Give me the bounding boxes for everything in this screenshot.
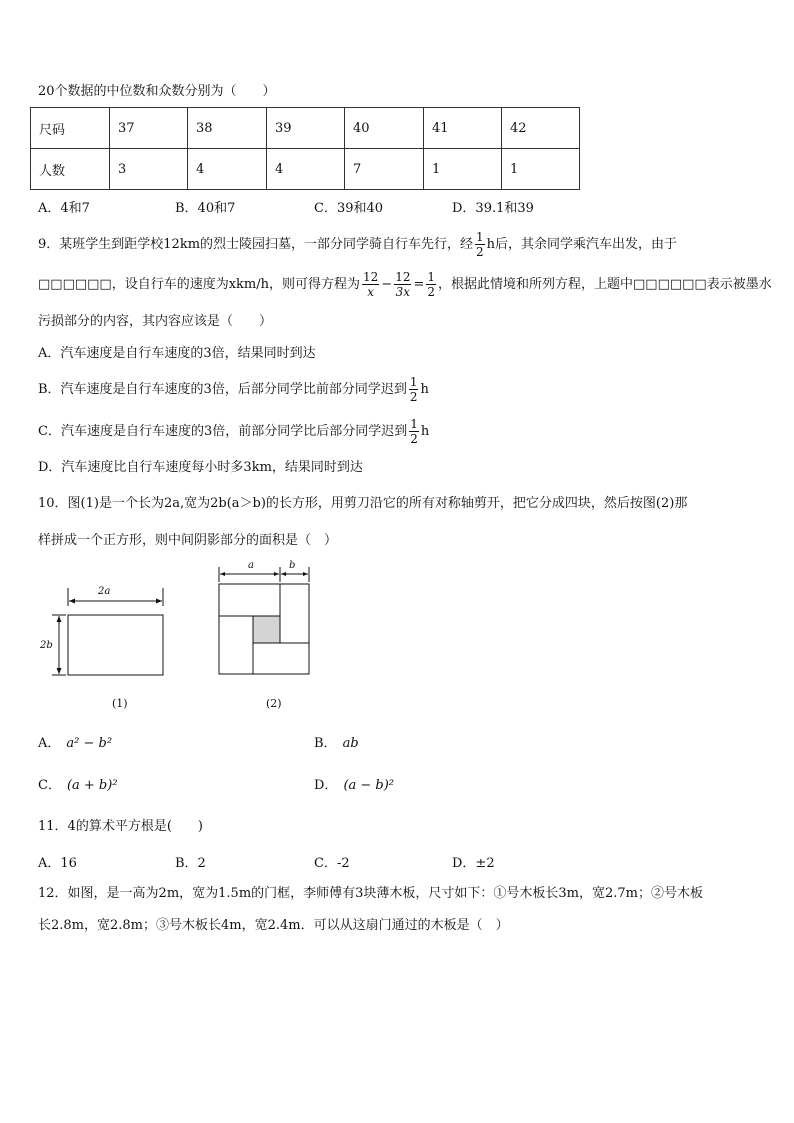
table-cell: 1 bbox=[424, 149, 502, 190]
q8-intro: 20个数据的中位数和众数分别为（ ） bbox=[38, 84, 276, 99]
table-cell: 41 bbox=[424, 108, 502, 149]
q10-option-c: C． (a + b)² bbox=[38, 778, 118, 793]
equals-sign: = bbox=[413, 277, 425, 292]
fraction: $\frac{12}{x}$ bbox=[363, 270, 379, 299]
table-cell: 3 bbox=[110, 149, 188, 190]
fraction: $\frac{1}{2}$ bbox=[410, 417, 418, 446]
q10-line1: 10．图(1)是一个长为2a,宽为2b(a＞b)的长方形，用剪刀沿它的所有对称轴剪开，把它分成四块，然后按图(2)那 bbox=[38, 496, 688, 511]
fig2-caption: (2) bbox=[266, 697, 282, 710]
q8-option-a: A．4和7 bbox=[38, 201, 90, 216]
q10-option-b: B． ab bbox=[314, 736, 359, 751]
q9-option-c bbox=[38, 416, 429, 448]
q8-option-d: D．39.1和39 bbox=[452, 201, 534, 216]
q12-line2: 长2.8m，宽2.8m；③号木板长4m，宽2.4m．可以从这扇门通过的木板是（ ） bbox=[38, 918, 509, 933]
q9-line1 bbox=[38, 229, 677, 261]
table-cell: 38 bbox=[188, 108, 267, 149]
table-cell: 40 bbox=[345, 108, 424, 149]
table-cell: 1 bbox=[502, 149, 580, 190]
q11-stem: 11．4的算术平方根是( ) bbox=[38, 819, 203, 834]
q10-line2: 样拼成一个正方形，则中间阴影部分的面积是（ ） bbox=[38, 533, 338, 548]
q9-option-d: D．汽车速度比自行车速度每小时多3km，结果同时到达 bbox=[38, 460, 363, 475]
table-row bbox=[31, 149, 580, 190]
fig1-top-label: 2a bbox=[98, 586, 111, 597]
table-cell: 人数 bbox=[31, 149, 110, 190]
option-text: B．汽车速度是自行车速度的3倍，后部分同学比前部分同学迟到 bbox=[38, 382, 407, 397]
table-cell: 7 bbox=[345, 149, 424, 190]
fig2-a-label: a bbox=[248, 560, 254, 571]
fig1-caption: (1) bbox=[112, 697, 128, 710]
option-text: C．汽车速度是自行车速度的3倍，前部分同学比后部分同学迟到 bbox=[38, 424, 408, 439]
q9-text: h后，其余同学乘汽车出发，由于 bbox=[486, 237, 678, 252]
fig1-side-label: 2b bbox=[40, 640, 53, 651]
q9-line2 bbox=[38, 267, 772, 303]
minus-sign: − bbox=[381, 277, 393, 292]
fraction: $\frac{1}{2}$ bbox=[409, 375, 418, 404]
q9-option-a: A．汽车速度是自行车速度的3倍，结果同时到达 bbox=[38, 346, 316, 361]
q8-option-c: C．39和40 bbox=[314, 201, 384, 216]
q12-line1: 12．如图，是一高为2m，宽为1.5m的门框，李师傅有3块薄木板，尺寸如下：①号木板长3m，宽2.7m；②号木板 bbox=[38, 886, 704, 901]
fraction: $\frac{12}{3x}$ bbox=[395, 270, 411, 299]
table-cell: 37 bbox=[110, 108, 188, 149]
q9-text: 9．某班学生到距学校12km的烈士陵园扫墓，一部分同学骑自行车先行，经 bbox=[38, 237, 474, 252]
fig2-b-label: b bbox=[289, 560, 296, 571]
q9-option-b bbox=[38, 374, 429, 406]
q9-text: ，根据此情境和所列方程，上题中□□□□□□表示被墨水 bbox=[438, 277, 772, 292]
table-cell: 39 bbox=[267, 108, 345, 149]
unit: h bbox=[420, 382, 429, 397]
q9-line3: 污损部分的内容，其内容应该是（ ） bbox=[38, 314, 273, 329]
size-count-table bbox=[30, 107, 580, 190]
q11-option-a: A．16 bbox=[38, 856, 77, 871]
q11-option-c: C．-2 bbox=[314, 856, 350, 871]
q8-option-b: B．40和7 bbox=[175, 201, 236, 216]
table-cell: 42 bbox=[502, 108, 580, 149]
fraction: $\frac{1}{2}$ bbox=[476, 230, 484, 259]
table-cell: 4 bbox=[188, 149, 267, 190]
q11-option-d: D．±2 bbox=[452, 856, 495, 871]
table-cell: 4 bbox=[267, 149, 345, 190]
unit: h bbox=[420, 424, 430, 439]
q10-option-a: A． a² − b² bbox=[38, 736, 113, 751]
q10-option-d: D． (a − b)² bbox=[314, 778, 395, 793]
table-row bbox=[31, 108, 580, 149]
fraction: $\frac{1}{2}$ bbox=[427, 270, 436, 299]
q9-text: □□□□□□，设自行车的速度为xkm/h，则可得方程为 bbox=[38, 277, 360, 292]
figure-2-square bbox=[210, 560, 320, 685]
q11-option-b: B．2 bbox=[175, 856, 206, 871]
table-cell: 尺码 bbox=[31, 108, 110, 149]
